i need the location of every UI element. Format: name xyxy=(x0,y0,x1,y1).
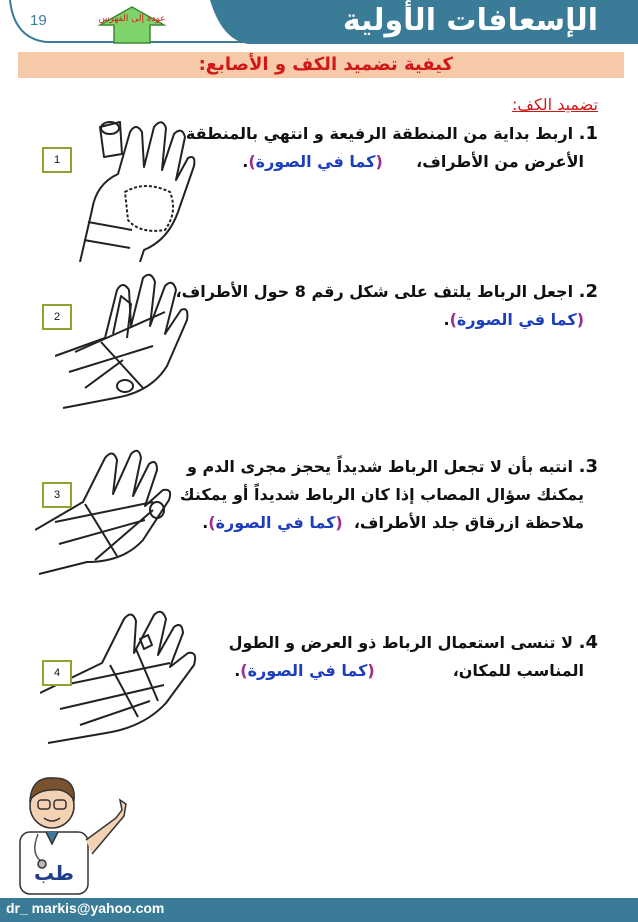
step-text: لا تنسى استعمال الرباط ذو العرض و الطول xyxy=(228,633,574,652)
hand-bandage-illustration xyxy=(35,440,185,580)
page-title: الإسعافات الأولية xyxy=(342,3,598,38)
step-number: 3. xyxy=(578,456,598,477)
hand-bandage-illustration xyxy=(55,268,195,413)
section-subtitle: كيفية تضميد الكف و الأصابع: xyxy=(198,54,453,75)
step-badge: 1 xyxy=(42,147,72,173)
page-header xyxy=(0,0,638,48)
step-text: ملاحظة ازرقاق جلد الأطراف، xyxy=(353,513,584,532)
image-reference: كما في الصورة xyxy=(255,152,376,171)
logo-text: طب xyxy=(33,861,75,885)
step-number: 4. xyxy=(578,632,598,653)
step-text: اربط بداية من المنطقة الرفيعة و انتهي بالمنطقة xyxy=(185,124,574,143)
image-reference: كما في الصورة xyxy=(215,513,336,532)
step-text: المناسب للمكان، xyxy=(452,661,584,680)
hand-bandage-illustration xyxy=(70,112,200,262)
step-number: 1. xyxy=(578,123,598,144)
footer-email: dr_ markis@yahoo.com xyxy=(6,900,165,916)
back-to-index-button[interactable] xyxy=(98,5,166,45)
step-text: انتبه بأن لا تجعل الرباط شديداً يحجز مجرى الدم و xyxy=(186,457,574,476)
step-text: يمكنك سؤال المصاب إذا كان الرباط شديداً أو يمكنك xyxy=(179,485,584,504)
back-to-index-label: عودة إلى الفهرس xyxy=(98,14,166,24)
step-number: 2. xyxy=(578,281,598,302)
page-number: 19 xyxy=(30,12,47,29)
step-badge: 3 xyxy=(42,482,72,508)
image-reference: كما في الصورة xyxy=(247,661,368,680)
image-reference: كما في الصورة xyxy=(456,310,577,329)
doctor-mascot xyxy=(8,770,128,896)
step-3: 3. انتبه بأن لا تجعل الرباط شديداً يحجز مجرى الدم و يمكنك سؤال المصاب إذا كان الرباط شديداً أو يمكنك ملاحظة ازرقاق جلد الأطراف، (كما في الصورة). xyxy=(179,456,598,532)
step-badge: 2 xyxy=(42,304,72,330)
arrow-up-icon xyxy=(98,5,166,45)
step-2: 2. اجعل الرباط يلتف على شكل رقم 8 حول الأطراف، (كما في الصورة). xyxy=(175,281,598,329)
step-1: 1. اربط بداية من المنطقة الرفيعة و انتهي بالمنطقة الأعرض من الأطراف، (كما في الصورة). xyxy=(185,123,598,171)
step-text: الأعرض من الأطراف، xyxy=(416,152,584,171)
section-heading: تضميد الكف: xyxy=(512,95,598,114)
step-4: 4. لا تنسى استعمال الرباط ذو العرض و الطول المناسب للمكان، (كما في الصورة). xyxy=(228,632,598,680)
step-badge: 4 xyxy=(42,660,72,686)
step-text: اجعل الرباط يلتف على شكل رقم 8 حول الأطراف، xyxy=(175,282,574,301)
